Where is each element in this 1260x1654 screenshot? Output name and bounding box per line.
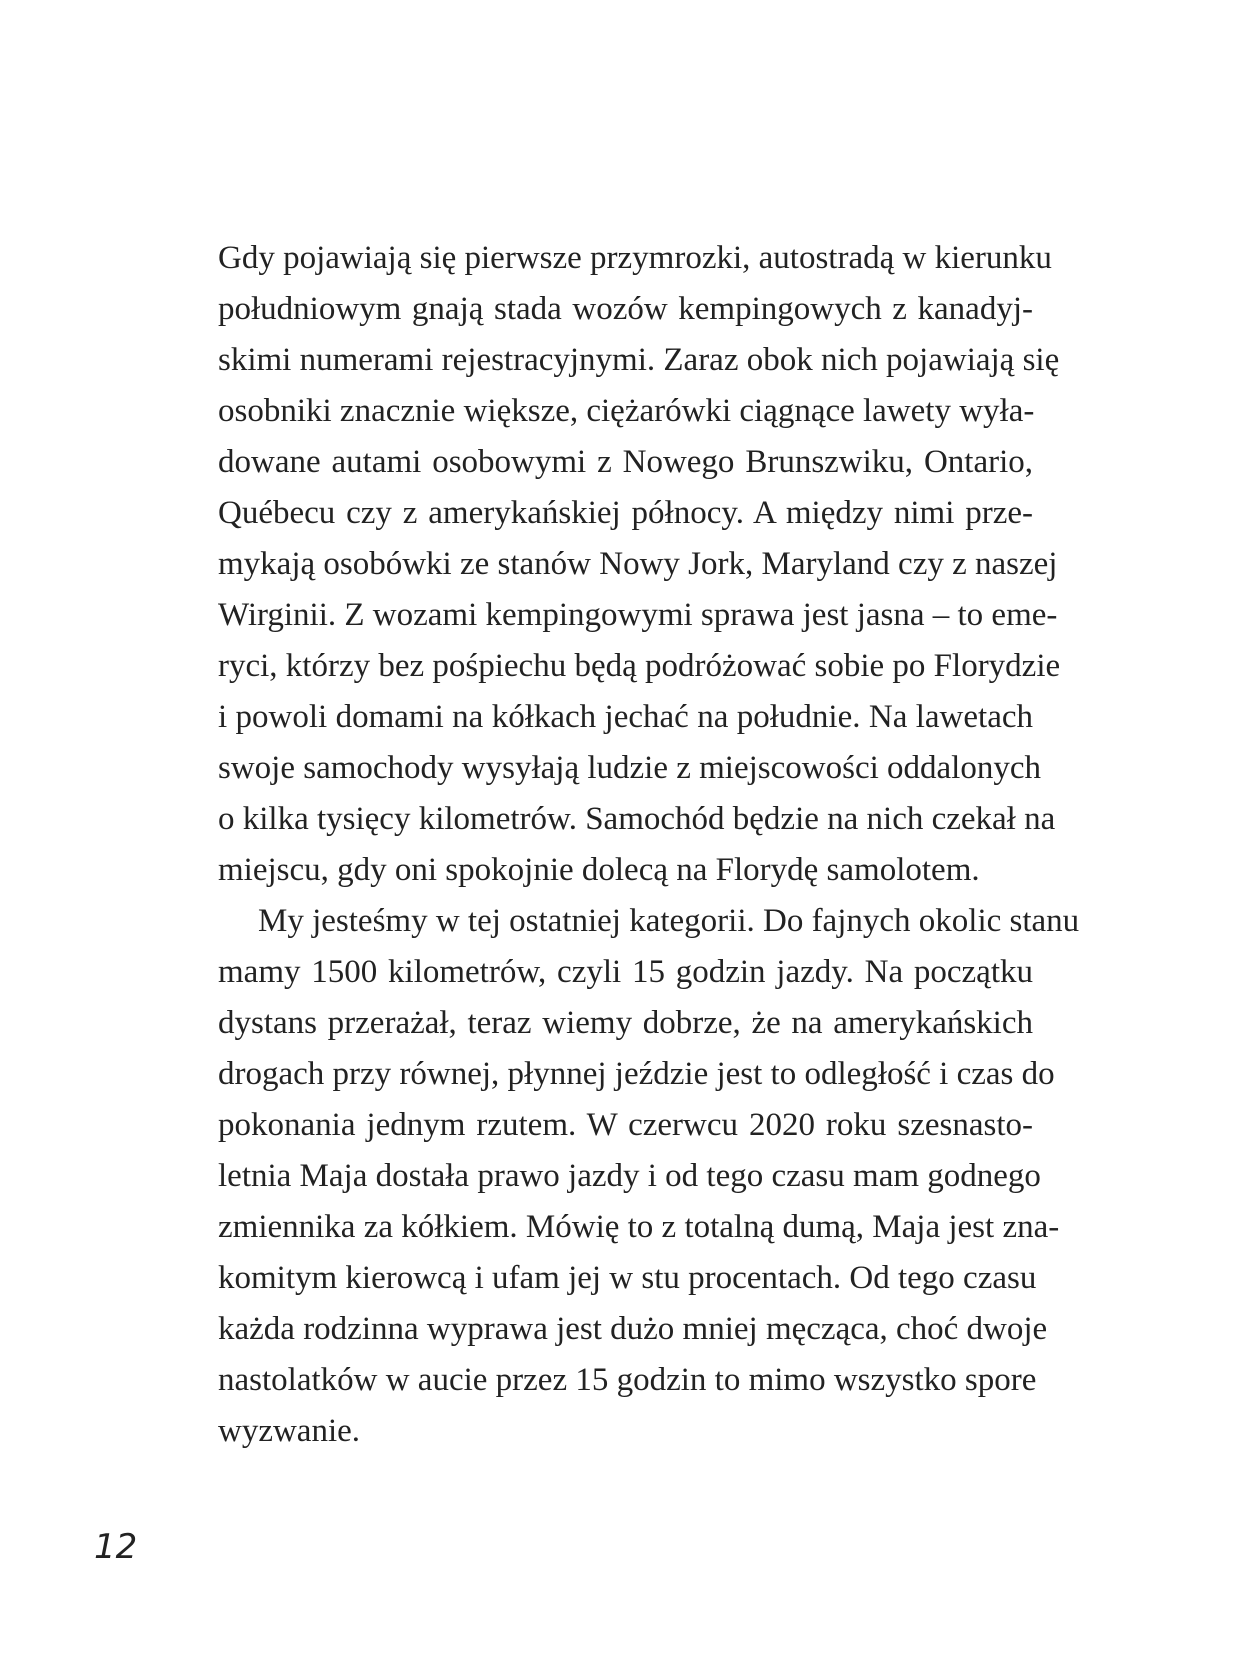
text-line: Québecu czy z amerykańskiej północy. A między nimi prze- [218,495,1033,531]
text-line: My jesteśmy w tej ostatniej kategorii. Do fajnych okolic stanu [258,903,1080,939]
text-line: dystans przerażał, teraz wiemy dobrze, że na amerykańskich [218,1005,1033,1041]
page-number: 12 [94,1527,138,1567]
text-line: komitym kierowcą i ufam jej w stu procentach. Od tego czasu [218,1260,1037,1296]
text-line: swoje samochody wysyłają ludzie z miejscowości oddalonych [218,750,1041,786]
text-line: osobniki znacznie większe, ciężarówki ciągnące lawety wyła- [218,393,1035,429]
text-line: letnia Maja dostała prawo jazdy i od tego czasu mam godnego [218,1158,1041,1194]
text-line: ryci, którzy bez pośpiechu będą podróżować sobie po Florydzie [218,648,1061,684]
text-line: o kilka tysięcy kilometrów. Samochód będzie na nich czekał na [218,801,1056,837]
text-line: dowane autami osobowymi z Nowego Brunszwiku, Ontario, [218,444,1033,480]
text-line: nastolatków w aucie przez 15 godzin to mimo wszystko spore [218,1362,1037,1398]
text-line: miejscu, gdy oni spokojnie dolecą na Florydę samolotem. [218,852,980,888]
text-line: mamy 1500 kilometrów, czyli 15 godzin jazdy. Na początku [218,954,1033,990]
text-line: i powoli domami na kółkach jechać na południe. Na lawetach [218,699,1033,735]
text-line: drogach przy równej, płynnej jeździe jest to odległość i czas do [218,1056,1055,1092]
text-line: Gdy pojawiają się pierwsze przymrozki, autostradą w kierunku [218,240,1052,276]
paragraph-1 [218,233,1061,896]
text-line: mykają osobówki ze stanów Nowy Jork, Maryland czy z naszej [218,546,1058,582]
text-line: Wirginii. Z wozami kempingowymi sprawa jest jasna – to eme- [218,597,1058,633]
text-line: skimi numerami rejestracyjnymi. Zaraz obok nich pojawiają się [218,342,1060,378]
text-line: południowym gnają stada wozów kempingowych z kanadyj- [218,291,1033,327]
paragraph-2 [218,896,1080,1457]
text-line: każda rodzinna wyprawa jest dużo mniej męcząca, choć dwoje [218,1311,1048,1347]
text-line: wyzwanie. [218,1413,361,1449]
body-text [218,233,1080,1457]
text-line: zmiennika za kółkiem. Mówię to z totalną dumą, Maja jest zna- [218,1209,1060,1245]
text-line: pokonania jednym rzutem. W czerwcu 2020 roku szesnasto- [218,1107,1033,1143]
